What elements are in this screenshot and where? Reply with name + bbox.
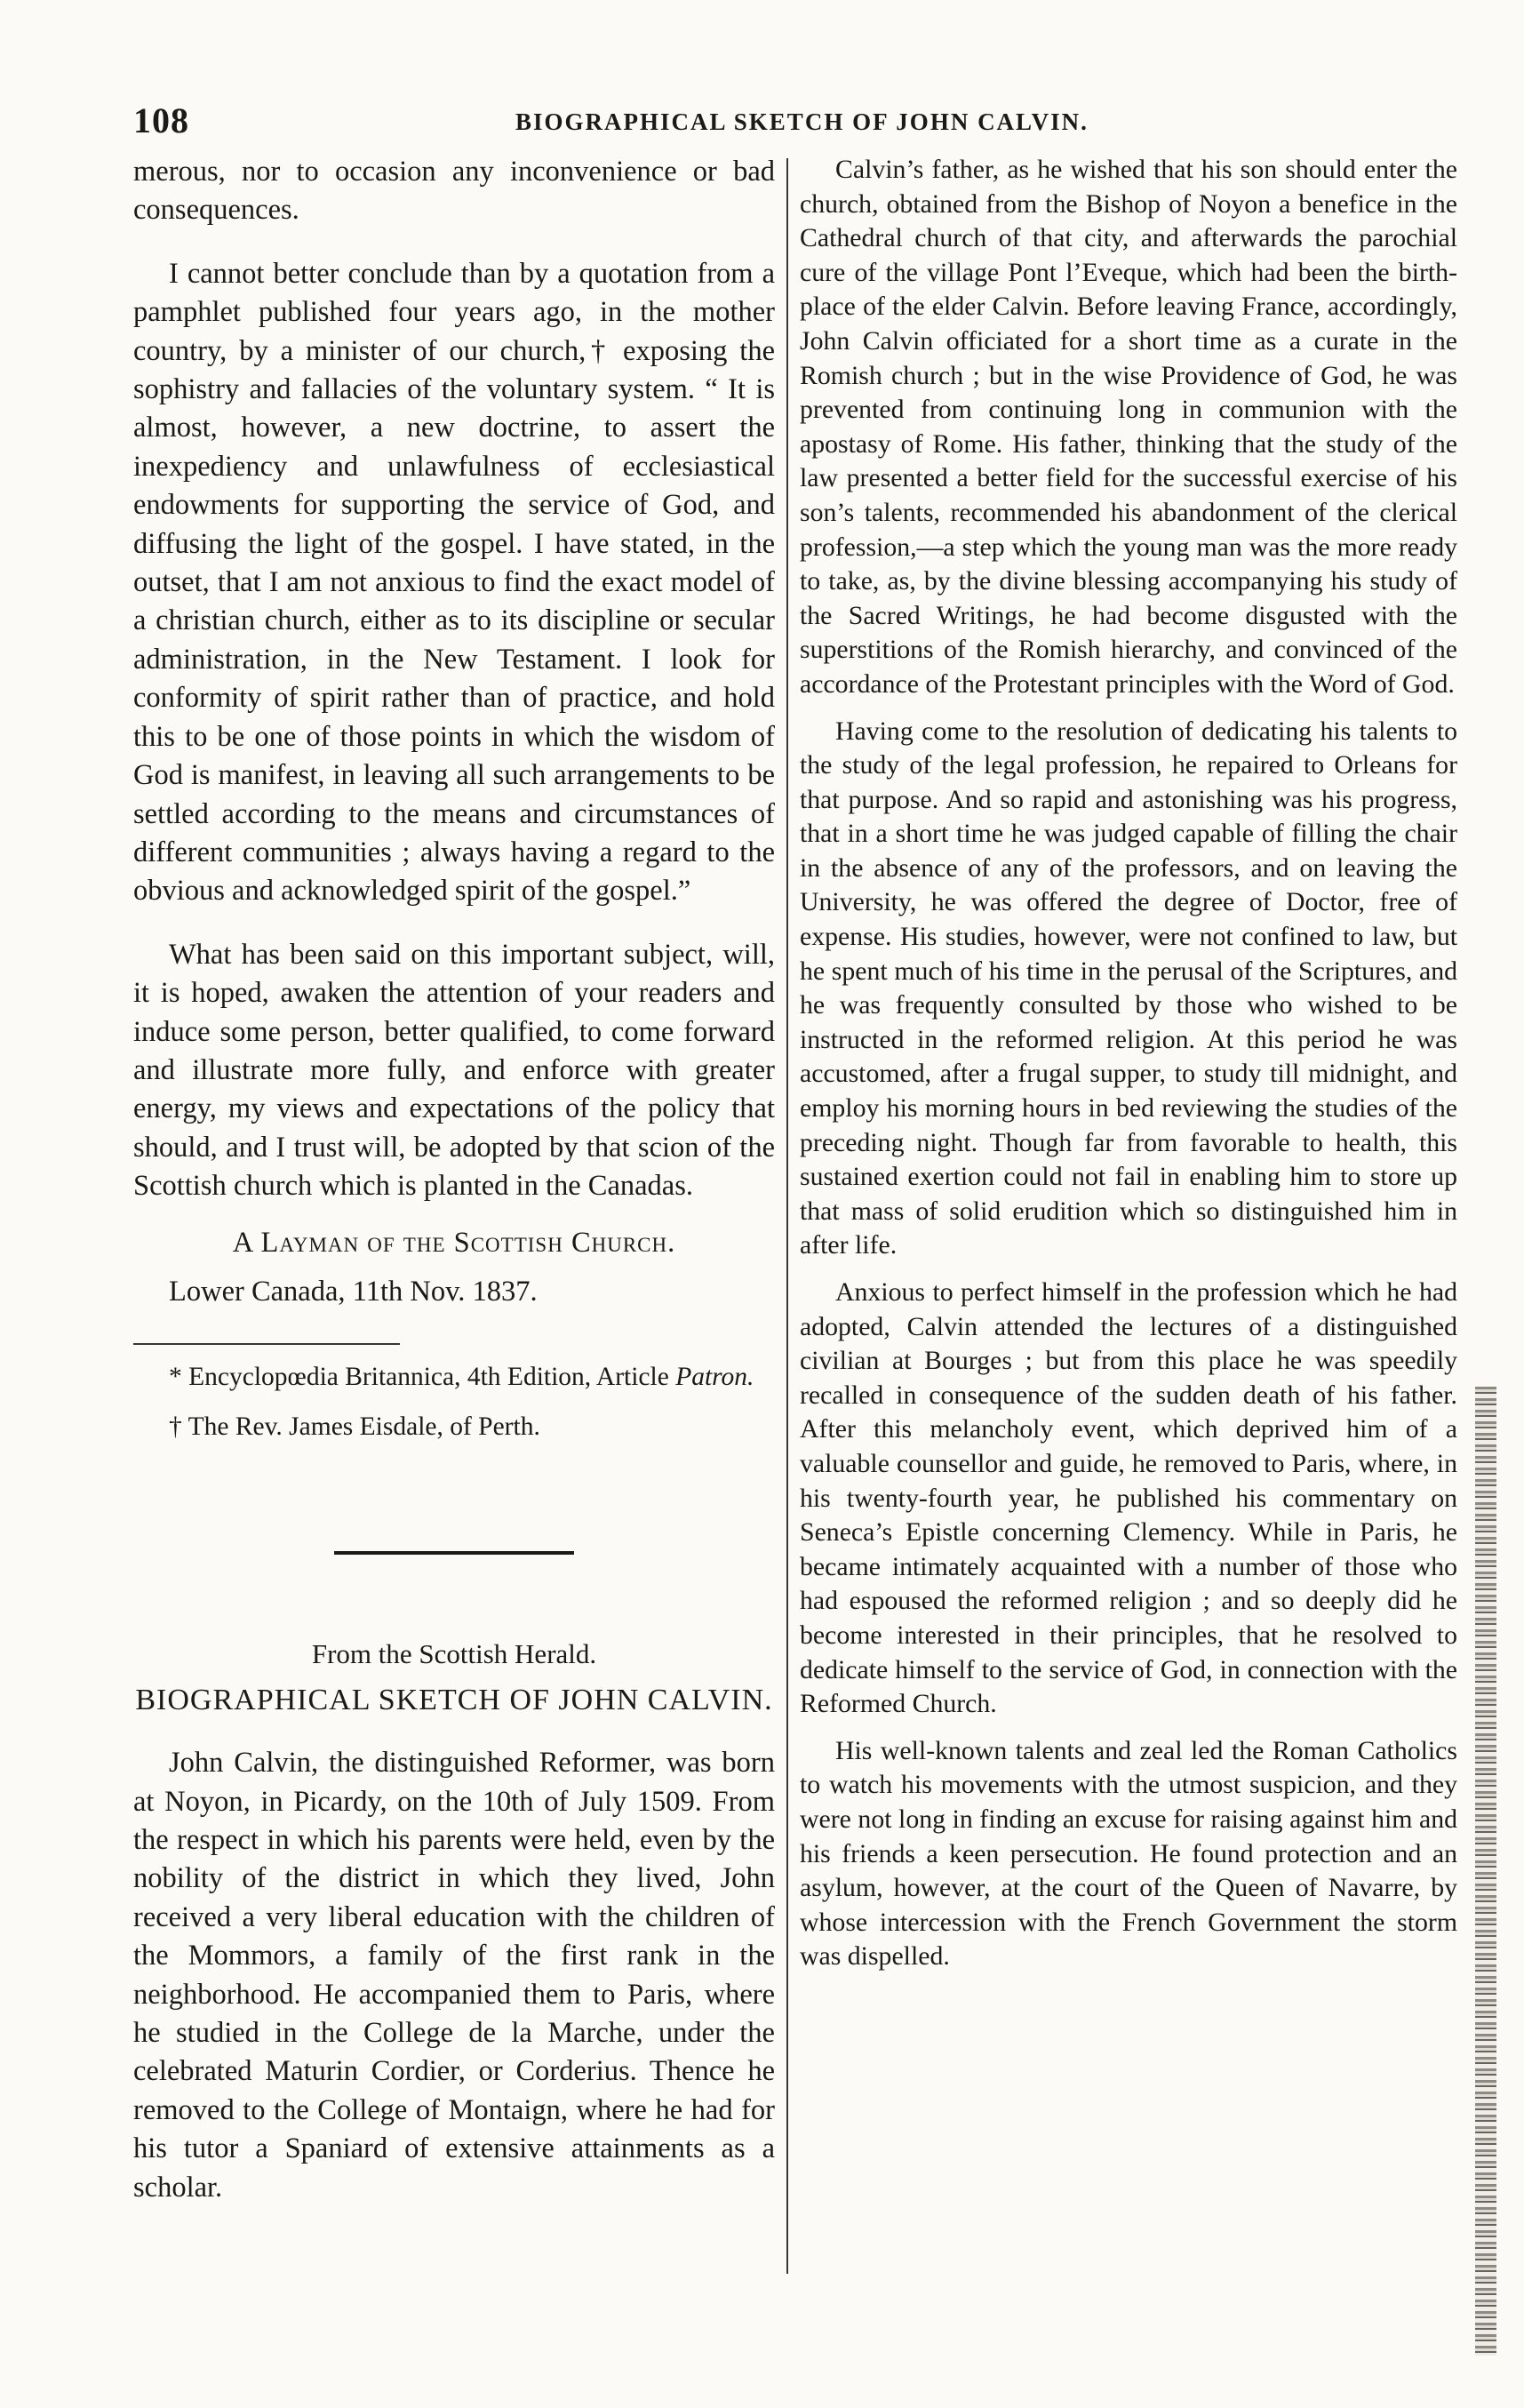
right-paragraph-persecution: His well-known talents and zeal led the Roman Catholics to watch his movements with the utmost suspicion, and they were not long in finding an excuse for raising against him and his friends a keen persecution. He found protection and an asylum, however, at the court of the Queen of Navarre, by whose intercession with the French Government the storm was dispelled. xyxy=(800,1735,1457,1972)
footnote-encyclopaedia xyxy=(133,1359,775,1395)
right-paragraph-orleans: Having come to the resolution of dedicating his talents to the study of the legal profession, he repaired to Orleans for that purpose. And so rapid and astonishing was his progress, that in a short time he was judged capable of filling the chair in the absence of any of the professors, and on leaving the University, he was offered the degree of Doctor, free of expense. His studies, however, were not confined to law, but he spent much of his time in the perusal of the Scriptures, and he was frequently consulted by those who wished to be instructed in the reformed religion. At this period he was accustomed, after a frugal supper, to study till midnight, and employ his morning hours in bed reviewing the studies of the preceding night. Though far from favorable to health, this sustained exertion could not fail in enabling him to store up that mass of solid erudition which so distinguished him in after life. xyxy=(800,716,1457,1260)
scan-edge-artifact xyxy=(1475,1387,1496,2356)
left-paragraph-closing: What has been said on this important subject, will, it is hoped, awaken the attention of your readers and induce some person, better qualified, to come forward and illustrate more fully, and enforce with greater energy, my views and expectations of the policy that should, and I trust will, be adopted by that scion of the Scottish church which is planted in the Canadas. xyxy=(133,938,775,1203)
right-column xyxy=(800,153,1457,1974)
dateline: Lower Canada, 11th Nov. 1837. xyxy=(169,1275,538,1308)
section-divider xyxy=(334,1551,574,1555)
column-divider xyxy=(786,158,788,2274)
footnote-divider xyxy=(133,1343,400,1345)
signature: A Layman of the Scottish Church. xyxy=(232,1226,676,1259)
left-paragraph-continued: merous, nor to occasion any inconvenience or bad consequences. xyxy=(133,156,775,227)
running-head xyxy=(133,100,1457,153)
footnote-encyclopaedia-text: * Encyclopœdia Britannica, 4th Edition, Article xyxy=(169,1363,669,1392)
footnote-encyclopaedia-article: Patron. xyxy=(675,1363,754,1392)
left-paragraph-biography: John Calvin, the distinguished Reformer, was born at Noyon, in Picardy, on the 10th of July 1509. From the respect in which his parents were held, even by the nobility of the district in which they lived, John received a very liberal education with the children of the Mommors, a family of the first rank in the neighborhood. He accompanied them to Paris, where he studied in the College de la Marche, under the celebrated Maturin Cordier, or Corderius. Thence he removed to the College of Montaign, where he had for his tutor a Spaniard of extensive attainments as a scholar. xyxy=(133,1747,775,2204)
page-number: 108 xyxy=(133,100,189,140)
left-paragraph-quotation: I cannot better conclude than by a quotation from a pamphlet published four years ago, in the mother country, by a minister of our church,† exposing the sophistry and fallacies of the voluntary system. “ It is almost, however, a new doctrine, to assert the inexpediency and unlawfulness of ecclesiastical endowments for supporting the service of God, and diffusing the light of the gospel. I have stated, in the outset, that I am not anxious to find the exact model of a christian church, either as to its discipline or secular administration, in the New Testament. I look for conformity of spirit rather than of practice, and hold this to be one of those points in which the wisdom of God is manifest, in leaving all such arrangements to be settled according to the means and circumstances of different communities ; always having a regard to the obvious and acknowledged spirit of the gospel.” xyxy=(133,257,775,908)
right-paragraph-father: Calvin’s father, as he wished that his son should enter the church, obtained from the Bishop of Noyon a benefice in the Cathedral church of that city, and afterwards the parochial cure of the village Pont l’Eveque, which had been the birth-place of the elder Calvin. Before leaving France, accordingly, John Calvin officiated for a short time as a curate in the Romish church ; but in the wise Providence of God, he was prevented from continuing long in communion with the apostasy of Rome. His father, thinking that the study of the law presented a better field for the successful exercise of his son’s talents, recommended his abandonment of the clerical profession,—a step which the young man was the more ready to take, as, by the divine blessing accompanying his study of the Sacred Writings, he had become disgusted with the superstitions of the Romish hierarchy, and convinced of the accordance of the Protestant principles with the Word of God. xyxy=(800,155,1457,699)
source-credit: From the Scottish Herald. xyxy=(311,1638,597,1670)
footnote-eisdale: † The Rev. James Eisdale, of Perth. xyxy=(169,1412,540,1442)
left-column xyxy=(133,153,775,2207)
running-title: BIOGRAPHICAL SKETCH OF JOHN CALVIN. xyxy=(515,108,1089,135)
article-title: BIOGRAPHICAL SKETCH OF JOHN CALVIN. xyxy=(135,1683,773,1716)
right-paragraph-bourges: Anxious to perfect himself in the profession which he had adopted, Calvin attended the lectures of a distinguished civilian at Bourges ; but from this place he was speedily recalled in consequence of the sudden death of his father. After this melancholy event, which deprived him of a valuable counsellor and guide, he removed to Paris, where, in his twenty-fourth year, he published his commentary on Seneca’s Epistle concerning Clemency. While in Paris, he became intimately acquainted with a number of those who had espoused the reformed religion ; and so deeply did he become interested in their principles, that he resolved to dedicate himself to the service of God, in connection with the Reformed Church. xyxy=(800,1277,1457,1719)
